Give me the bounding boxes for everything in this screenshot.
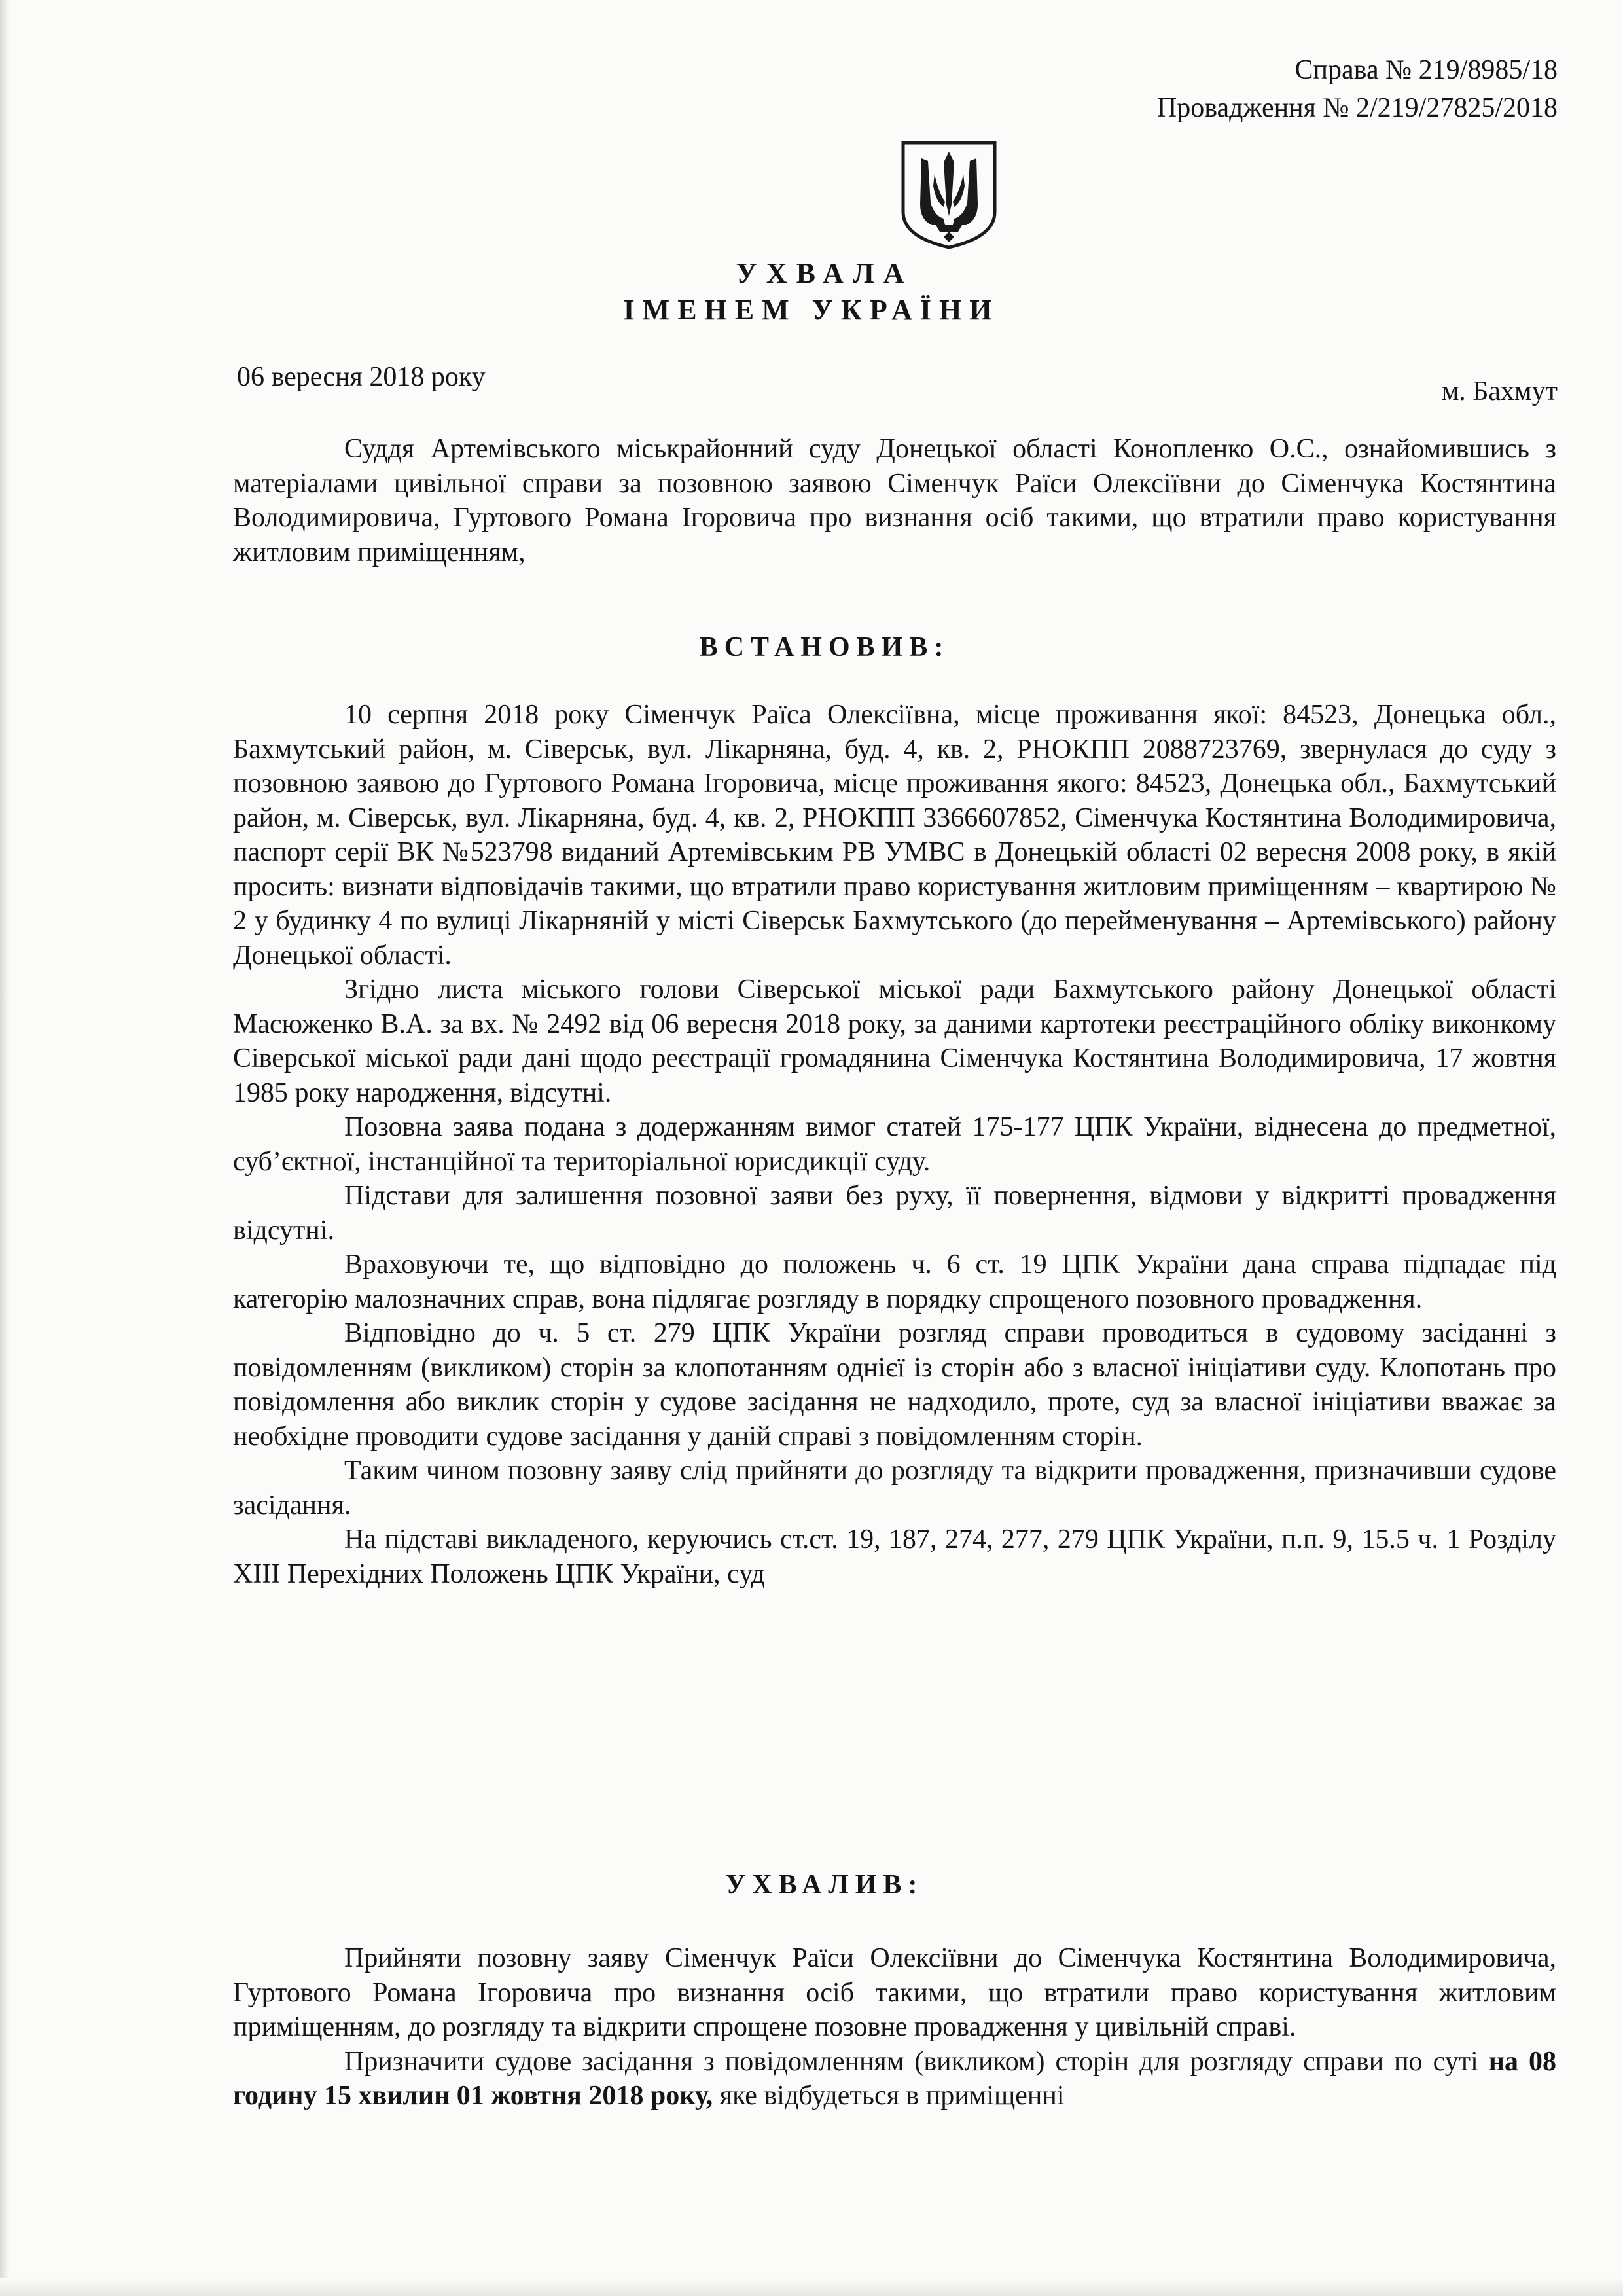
established-paragraph-8: На підставі викладеного, керуючись ст.ст. 19, 187, 274, 277, 279 ЦПК України, п.п. 9, 15.5 ч. 1 Розділу XIII Перехідних Положень ЦПК України, суд <box>233 1524 1556 1589</box>
document-city: м. Бахмут <box>1441 376 1558 406</box>
established-paragraph-1: 10 серпня 2018 року Сіменчук Раїса Олексіївна, місце проживання якої: 84523, Донецька обл., Бахмутський район, м. Сіверськ, вул. Лікарняна, буд. 4, кв. 2, РНОКПП 2088723769, звернулася до суду з позовною заявою до Гуртового Романа Ігоровича, місце проживання якого: 84523, Донецька обл., Бахмутський район, м. Сіверськ, вул. Лікарняна, буд. 4, кв. 2, РНОКПП 3366607852, Сіменчука Костянтина Володимировича, паспорт серії ВК №523798 виданий Артемівським РВ УМВС в Донецькій області 02 вересня 2008 року, в якій просить: визнати відповідачів такими, що втратили право користування житловим приміщенням – квартирою № 2 у будинку 4 по вулиці Лікарняній у місті Сіверськ Бахмутського (до перейменування – Артемівського) району Донецької області. <box>233 700 1556 971</box>
document-type-title: УХВАЛА <box>736 257 914 289</box>
case-info <box>1157 51 1558 127</box>
ruled-section <box>233 1941 1556 2113</box>
case-number: Справа № 219/8985/18 <box>1294 55 1558 85</box>
established-paragraph-5: Враховуючи те, що відповідно до положень ч. 6 ст. 19 ЦПК України дана справа підпадає під категорію малозначних справ, вона підлягає розгляду в порядку спрощеного позовного провадження. <box>233 1249 1556 1314</box>
established-paragraph-4: Підстави для залишення позовної заяви без руху, її повернення, відмови у відкритті провадження відсутні. <box>233 1181 1556 1246</box>
established-heading: ВСТАНОВИВ: <box>699 632 950 662</box>
document-subtitle: ІМЕНЕМ УКРАЇНИ <box>623 294 1000 326</box>
scan-shadow-left <box>0 0 9 2296</box>
established-paragraph-3: Позовна заява подана з додержанням вимог статей 175-177 ЦПК України, віднесена до предметної, суб’єктної, інстанційної та територіальної юрисдикції суду. <box>233 1112 1556 1177</box>
ruled-paragraph-2-end: яке відбудеться в приміщенні <box>713 2081 1065 2111</box>
intro-section <box>233 432 1556 569</box>
ruled-paragraph-2 <box>233 2045 1556 2113</box>
established-paragraph-7: Таким чином позовну заяву слід прийняти до розгляду та відкрити провадження, призначивши судове засідання. <box>233 1456 1556 1520</box>
established-section <box>233 698 1556 1591</box>
hearing-date-time: на 08 годину 15 хвилин 01 жовтня 2018 року, <box>233 2046 1557 2111</box>
established-paragraph-2: Згідно листа міського голови Сіверської міської ради Бахмутського району Донецької області Масюженко В.А. за вх. № 2492 від 06 вересня 2018 року, за даними картотеки реєстраційного обліку виконкому Сіверської міської ради дані щодо реєстрації громадянина Сіменчука Костянтина Володимировича, 17 жовтня 1985 року народження, відсутні. <box>233 975 1556 1108</box>
ruled-paragraph-1: Прийняти позовну заяву Сіменчук Раїси Олексіївни до Сіменчука Костянтина Володимировича, Гуртового Романа Ігоровича про визнання осіб такими, що втратили право користування житловим приміщенням, до розгляду та відкрити спрощене позовне провадження у цивільній справі. <box>233 1943 1556 2042</box>
scan-shadow-bottom <box>0 2278 1623 2296</box>
ruled-heading: УХВАЛИВ: <box>725 1870 924 1900</box>
intro-paragraph: Суддя Артемівського міськрайонний суду Донецької області Конопленко О.С., ознайомившись з матеріалами цивільної справи за позовною заявою Сіменчук Раїси Олексіївни до Сіменчука Костянтина Володимировича, Гуртового Романа Ігоровича про визнання осіб такими, що втратили право користування житловим приміщенням, <box>233 434 1556 567</box>
ruled-paragraph-2-start: Призначити судове засідання з повідомленням (викликом) сторін для розгляду справи по суті <box>344 2046 1489 2077</box>
coat-of-arms-icon <box>898 139 1000 250</box>
established-paragraph-6: Відповідно до ч. 5 ст. 279 ЦПК України розгляд справи проводиться в судовому засіданні з повідомленням (викликом) сторін за клопотанням однієї із сторін або з власної ініціативи суду. Клопотань про повідомлення або виклик сторін у судове засідання не надходило, проте, суд за власної ініціативи вважає за необхідне проводити судове засідання у даній справі з повідомленням сторін. <box>233 1318 1556 1452</box>
document-date: 06 вересня 2018 року <box>237 362 486 392</box>
proceeding-number: Провадження № 2/219/27825/2018 <box>1156 93 1558 123</box>
